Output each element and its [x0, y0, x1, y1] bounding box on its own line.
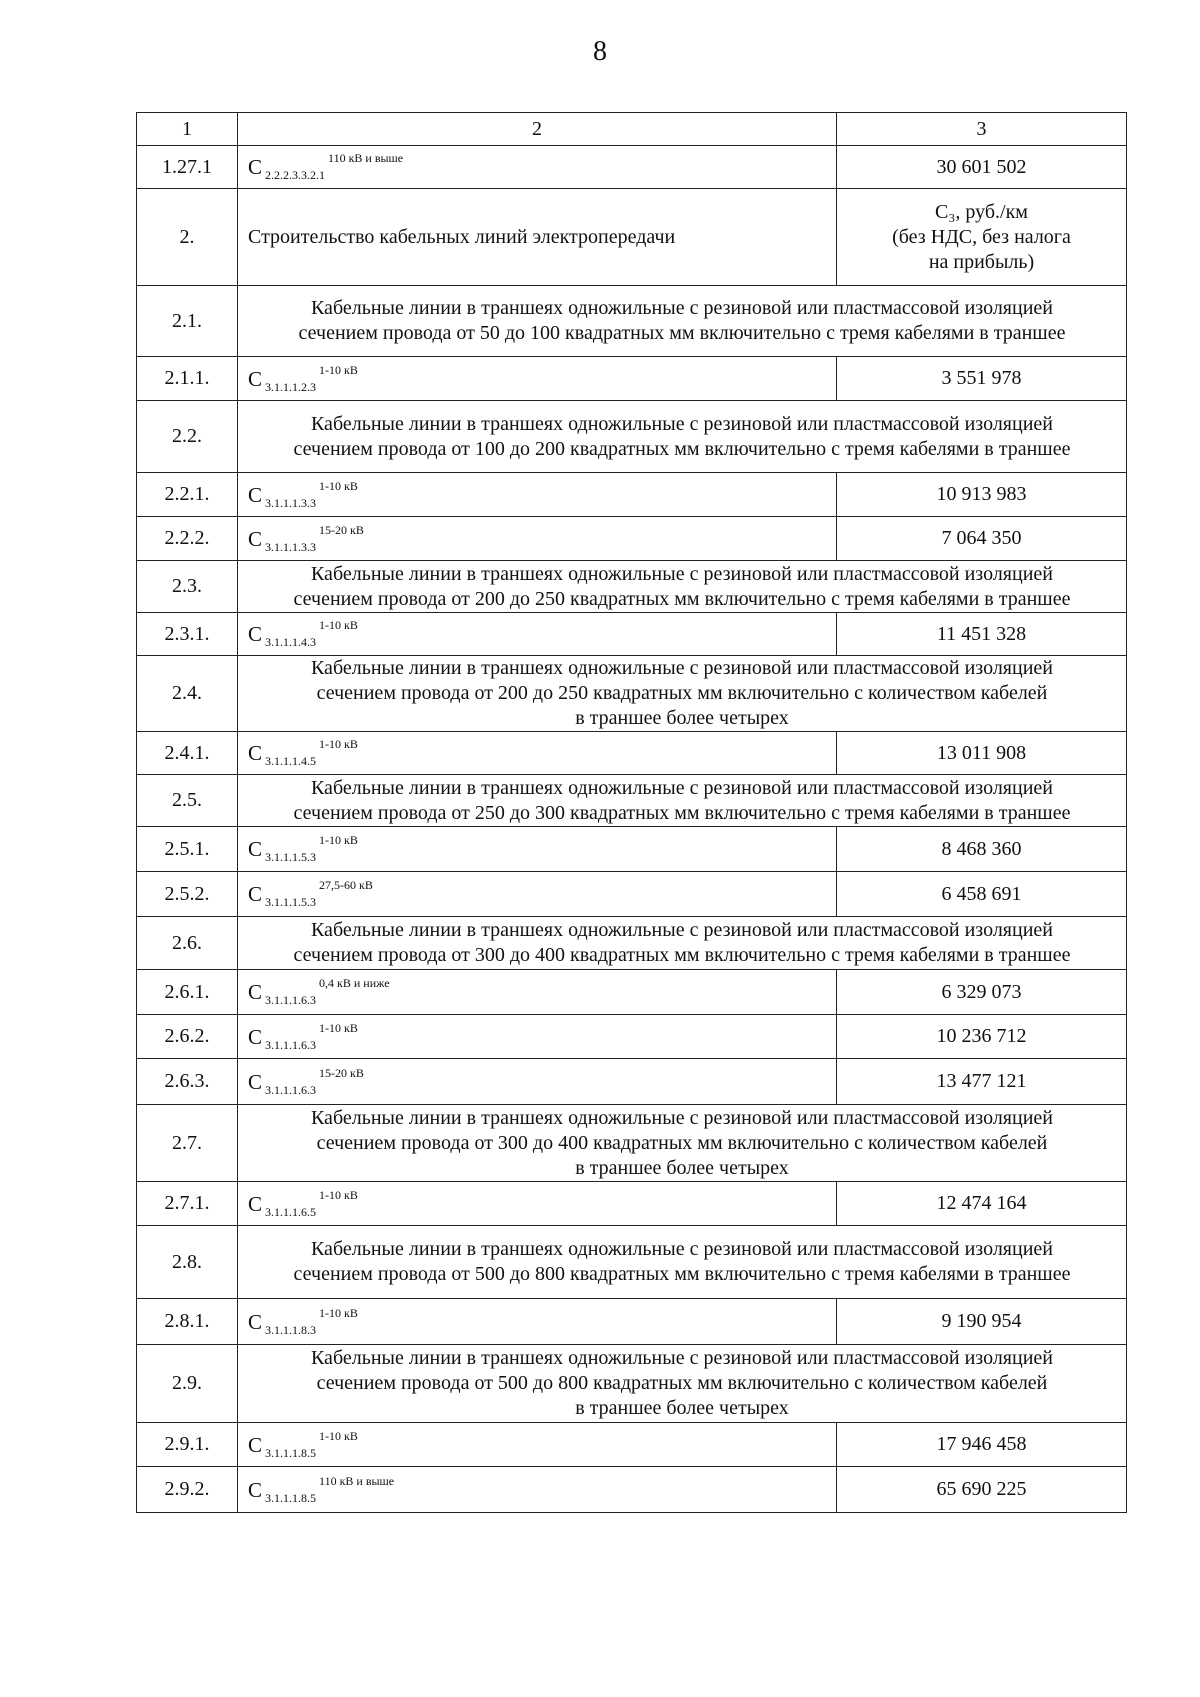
- row-number: 2.9.2.: [137, 1467, 238, 1513]
- row-number: 2.4.: [137, 656, 238, 732]
- formula-superscript: 1-10 кВ: [319, 833, 358, 847]
- row-number: 2.1.1.: [137, 357, 238, 401]
- table-row: [137, 1105, 1127, 1182]
- rate-value: 6 329 073: [837, 970, 1127, 1015]
- formula-symbol: С: [248, 980, 263, 1004]
- table-row: [137, 1182, 1127, 1226]
- formula-subscript: 2.2.2.3.3.2.1: [265, 168, 326, 182]
- section-title: Строительство кабельных линий электропередачи: [238, 189, 837, 286]
- formula-superscript: 110 кВ и выше: [328, 151, 404, 165]
- section-line: Кабельные линии в траншеях одножильные с резиновой или пластмассовой изоляцией: [310, 919, 1053, 941]
- rate-value: 8 468 360: [837, 827, 1127, 872]
- rate-value: 12 474 164: [837, 1182, 1127, 1226]
- formula-symbol: С: [248, 366, 263, 391]
- row-number: 2.2.1.: [137, 473, 238, 517]
- row-number: 2.6.1.: [137, 970, 238, 1015]
- formula-superscript: 15-20 кВ: [319, 522, 364, 537]
- section-description: [238, 917, 1127, 970]
- row-number: 2.7.: [137, 1105, 238, 1182]
- row-number: 2.6.2.: [137, 1015, 238, 1059]
- formula-superscript: 1-10 кВ: [319, 478, 358, 493]
- formula-symbol: С: [248, 741, 263, 765]
- section-line: сечением провода от 50 до 100 квадратных мм включительно с тремя кабелями в траншее: [298, 322, 1066, 344]
- rate-formula: [238, 357, 837, 401]
- header-col-1: 1: [137, 113, 238, 146]
- formula-subscript: 3.1.1.1.6.3: [265, 993, 317, 1007]
- row-number: 2.5.1.: [137, 827, 238, 872]
- formula-subscript: 3.1.1.1.8.5: [265, 1490, 317, 1505]
- row-number: 2.4.1.: [137, 732, 238, 775]
- unit-line: (без НДС, без налога: [892, 225, 1071, 248]
- formula-symbol: С: [248, 837, 263, 861]
- formula-symbol: С: [248, 1069, 263, 1094]
- row-number: 2.3.1.: [137, 613, 238, 656]
- formula-symbol: С: [248, 155, 263, 179]
- section-description: [238, 561, 1127, 613]
- unit-line: на прибыль): [928, 250, 1035, 273]
- section-line: в траншее более четырех: [575, 707, 789, 729]
- row-number: 2.2.: [137, 401, 238, 473]
- table-row: [137, 732, 1127, 775]
- row-number: 2.8.1.: [137, 1299, 238, 1345]
- formula-subscript: 3.1.1.1.3.3: [265, 495, 317, 510]
- rate-formula: [238, 1423, 837, 1467]
- formula-subscript: 3.1.1.1.4.3: [265, 635, 317, 649]
- table-row: [137, 970, 1127, 1015]
- rate-formula: [238, 146, 837, 189]
- rate-formula: [238, 1467, 837, 1513]
- formula-superscript: 27,5-60 кВ: [319, 878, 373, 892]
- formula-superscript: 1-10 кВ: [319, 362, 358, 377]
- table-row: [137, 473, 1127, 517]
- rates-table: [136, 112, 1127, 1513]
- table-row: [137, 517, 1127, 561]
- rate-value: 65 690 225: [837, 1467, 1127, 1513]
- row-number: 2.3.: [137, 561, 238, 613]
- rate-value: 17 946 458: [837, 1423, 1127, 1467]
- section-line: сечением провода от 250 до 300 квадратных мм включительно с тремя кабелями в траншее: [293, 801, 1071, 824]
- table-row: [137, 561, 1127, 613]
- row-number: 2.9.1.: [137, 1423, 238, 1467]
- table-row: [137, 1423, 1127, 1467]
- formula-subscript: 3.1.1.1.6.3: [265, 1037, 317, 1052]
- formula-superscript: 1-10 кВ: [319, 1187, 358, 1202]
- rate-value: 7 064 350: [837, 517, 1127, 561]
- formula-symbol: С: [248, 1432, 263, 1457]
- section-description: [238, 401, 1127, 473]
- formula-symbol: С: [248, 1191, 263, 1216]
- table-row: [137, 872, 1127, 917]
- table-body: [137, 113, 1127, 1513]
- formula-subscript: 3.1.1.1.3.3: [265, 539, 317, 554]
- section-line: Кабельные линии в траншеях одножильные с резиновой или пластмассовой изоляцией: [310, 1238, 1053, 1260]
- row-number: 2.6.: [137, 917, 238, 970]
- unit-description: [837, 189, 1127, 286]
- formula-subscript: 3.1.1.1.8.5: [265, 1445, 317, 1460]
- section-line: Кабельные линии в траншеях одножильные с резиновой или пластмассовой изоляцией: [310, 412, 1053, 435]
- section-description: [238, 1105, 1127, 1182]
- row-number: 2.7.1.: [137, 1182, 238, 1226]
- section-description: [238, 286, 1127, 357]
- unit-line: С₃, руб./км: [935, 200, 1028, 223]
- section-line: Кабельные линии в траншеях одножильные с резиновой или пластмассовой изоляцией: [310, 657, 1053, 679]
- section-description: [238, 656, 1127, 732]
- formula-symbol: С: [248, 482, 263, 507]
- table-row: [137, 917, 1127, 970]
- table-row: [137, 613, 1127, 656]
- rate-formula: [238, 1182, 837, 1226]
- row-number: 2.8.: [137, 1226, 238, 1299]
- formula-subscript: 3.1.1.1.8.3: [265, 1322, 317, 1337]
- row-number: 2.6.3.: [137, 1059, 238, 1105]
- section-line: сечением провода от 100 до 200 квадратных мм включительно с тремя кабелями в траншее: [293, 437, 1071, 460]
- rate-value: 10 236 712: [837, 1015, 1127, 1059]
- rate-value: 13 477 121: [837, 1059, 1127, 1105]
- row-number: 2.2.2.: [137, 517, 238, 561]
- section-line: Кабельные линии в траншеях одножильные с резиновой или пластмассовой изоляцией: [310, 1106, 1053, 1129]
- header-col-2: 2: [238, 113, 837, 146]
- formula-superscript: 1-10 кВ: [319, 1305, 358, 1320]
- formula-superscript: 0,4 кВ и ниже: [319, 976, 390, 990]
- table-row: [137, 286, 1127, 357]
- formula-superscript: 110 кВ и выше: [319, 1473, 395, 1488]
- section-line: сечением провода от 500 до 800 квадратных мм включительно с тремя кабелями в траншее: [293, 1263, 1071, 1285]
- table-row: [137, 656, 1127, 732]
- rate-value: 10 913 983: [837, 473, 1127, 517]
- table-row: [137, 189, 1127, 286]
- rate-formula: [238, 732, 837, 775]
- rate-formula: [238, 517, 837, 561]
- formula-subscript: 3.1.1.1.4.5: [265, 754, 317, 768]
- section-line: сечением провода от 500 до 800 квадратных мм включительно с количеством кабелей: [316, 1372, 1048, 1394]
- table-row: [137, 1226, 1127, 1299]
- table-row: [137, 1345, 1127, 1423]
- header-col-3: 3: [837, 113, 1127, 146]
- table-row: [137, 357, 1127, 401]
- formula-superscript: 1-10 кВ: [319, 618, 358, 632]
- section-description: [238, 1345, 1127, 1423]
- table-row: [137, 146, 1127, 189]
- formula-subscript: 3.1.1.1.5.3: [265, 850, 317, 864]
- rate-value: 30 601 502: [837, 146, 1127, 189]
- section-line: сечением провода от 300 до 400 квадратных мм включительно с тремя кабелями в траншее: [293, 944, 1071, 966]
- rate-formula: [238, 970, 837, 1015]
- page-number: 8: [593, 36, 607, 67]
- table-row: [137, 1299, 1127, 1345]
- formula-symbol: С: [248, 622, 263, 646]
- rate-value: 9 190 954: [837, 1299, 1127, 1345]
- rate-value: 6 458 691: [837, 872, 1127, 917]
- formula-subscript: 3.1.1.1.6.5: [265, 1204, 317, 1219]
- section-line: в траншее более четырех: [575, 1397, 789, 1419]
- rate-value: 11 451 328: [837, 613, 1127, 656]
- formula-subscript: 3.1.1.1.6.3: [265, 1082, 317, 1097]
- section-line: Кабельные линии в траншеях одножильные с резиновой или пластмассовой изоляцией: [310, 562, 1053, 585]
- rate-value: 13 011 908: [837, 732, 1127, 775]
- rate-formula: [238, 613, 837, 656]
- section-line: сечением провода от 200 до 250 квадратных мм включительно с количеством кабелей: [316, 682, 1048, 704]
- section-line: в траншее более четырех: [575, 1156, 789, 1179]
- rate-formula: [238, 473, 837, 517]
- formula-superscript: 1-10 кВ: [319, 1428, 358, 1443]
- table-row: [137, 1015, 1127, 1059]
- rate-formula: [238, 1015, 837, 1059]
- formula-symbol: С: [248, 1477, 263, 1502]
- table-row: [137, 827, 1127, 872]
- row-number: 2.5.: [137, 775, 238, 827]
- row-number: 1.27.1: [137, 146, 238, 189]
- formula-subscript: 3.1.1.1.5.3: [265, 895, 317, 909]
- formula-superscript: 1-10 кВ: [319, 737, 358, 751]
- formula-symbol: С: [248, 526, 263, 551]
- section-description: [238, 775, 1127, 827]
- formula-superscript: 1-10 кВ: [319, 1020, 358, 1035]
- header-row: [137, 113, 1127, 146]
- row-number: 2.: [137, 189, 238, 286]
- formula-symbol: С: [248, 882, 263, 906]
- section-description: [238, 1226, 1127, 1299]
- row-number: 2.5.2.: [137, 872, 238, 917]
- rate-value: 3 551 978: [837, 357, 1127, 401]
- row-number: 2.1.: [137, 286, 238, 357]
- rate-formula: [238, 872, 837, 917]
- rate-formula: [238, 1299, 837, 1345]
- row-number: 2.9.: [137, 1345, 238, 1423]
- table-row: [137, 775, 1127, 827]
- section-line: сечением провода от 300 до 400 квадратных мм включительно с количеством кабелей: [316, 1131, 1048, 1154]
- formula-superscript: 15-20 кВ: [319, 1065, 364, 1080]
- section-line: Кабельные линии в траншеях одножильные с резиновой или пластмассовой изоляцией: [310, 297, 1053, 319]
- formula-symbol: С: [248, 1024, 263, 1049]
- formula-subscript: 3.1.1.1.2.3: [265, 379, 317, 394]
- rate-formula: [238, 827, 837, 872]
- section-line: сечением провода от 200 до 250 квадратных мм включительно с тремя кабелями в траншее: [293, 587, 1071, 610]
- section-line: Кабельные линии в траншеях одножильные с резиновой или пластмассовой изоляцией: [310, 776, 1053, 799]
- rate-formula: [238, 1059, 837, 1105]
- table-row: [137, 1467, 1127, 1513]
- table-row: [137, 401, 1127, 473]
- formula-symbol: С: [248, 1309, 263, 1334]
- table-row: [137, 1059, 1127, 1105]
- section-line: Кабельные линии в траншеях одножильные с резиновой или пластмассовой изоляцией: [310, 1347, 1053, 1369]
